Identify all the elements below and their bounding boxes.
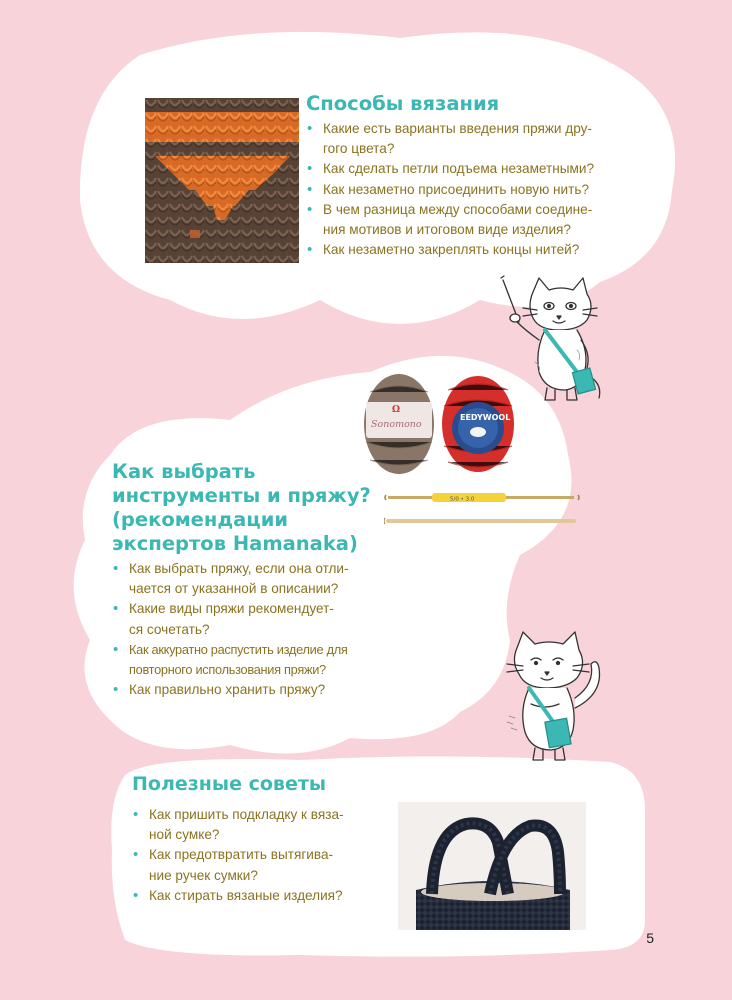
title-line: (рекомендации bbox=[112, 508, 289, 531]
list-item: • Как предотвратить вытягива- ние ручек сумки? bbox=[132, 845, 372, 885]
page-number: 5 bbox=[646, 930, 654, 946]
question-list-useful-tips bbox=[132, 805, 372, 906]
list-item: • Какие есть варианты введения пряжи дру- гого цвета? bbox=[306, 119, 628, 159]
svg-text:Ω: Ω bbox=[392, 405, 401, 415]
crochet-hooks-photo bbox=[384, 490, 580, 530]
list-item: • Как стирать вязаные изделия? bbox=[132, 886, 372, 906]
list-item: • Как аккуратно распустить изделие для повторного использования пряжи? bbox=[112, 640, 374, 680]
list-item: • Как сделать петли подъема незаметными? bbox=[306, 159, 628, 179]
list-item: • В чем разница между способами соедине- ния мотивов и итоговом виде изделия? bbox=[306, 200, 628, 240]
list-item: • Какие виды пряжи рекомендует- ся сочетать? bbox=[112, 599, 374, 639]
yarn-skeins-photo bbox=[362, 372, 528, 478]
section-title-knitting-methods: Способы вязания bbox=[306, 92, 500, 115]
hook-size-label: 5/0 • 3.0 bbox=[450, 496, 475, 503]
question-list-tools-and-yarn bbox=[112, 559, 374, 700]
title-line: экспертов Hamanaka) bbox=[112, 532, 358, 555]
question-list-knitting-methods bbox=[306, 119, 628, 260]
yarn-red-label: EEDYWOOL bbox=[460, 413, 511, 422]
section-title-tools-and-yarn bbox=[112, 460, 371, 556]
knitted-bag-photo bbox=[398, 802, 586, 930]
list-item: • Как правильно хранить пряжу? bbox=[112, 680, 374, 700]
crochet-stitch-photo bbox=[145, 98, 299, 263]
cat-with-bag-illustration bbox=[495, 628, 615, 768]
section-title-useful-tips: Полезные советы bbox=[132, 773, 327, 795]
list-item: • Как незаметно присоединить новую нить? bbox=[306, 180, 628, 200]
title-line: инструменты и пряжу? bbox=[112, 484, 371, 507]
title-line: Как выбрать bbox=[112, 460, 256, 483]
list-item: • Как незаметно закреплять концы нитей? bbox=[306, 240, 628, 260]
list-item: • Как пришить подкладку к вяза- ной сумке? bbox=[132, 805, 372, 845]
list-item: • Как выбрать пряжу, если она отли- чается от указанной в описании? bbox=[112, 559, 374, 599]
yarn-brown-label: Sonomono bbox=[371, 419, 422, 430]
